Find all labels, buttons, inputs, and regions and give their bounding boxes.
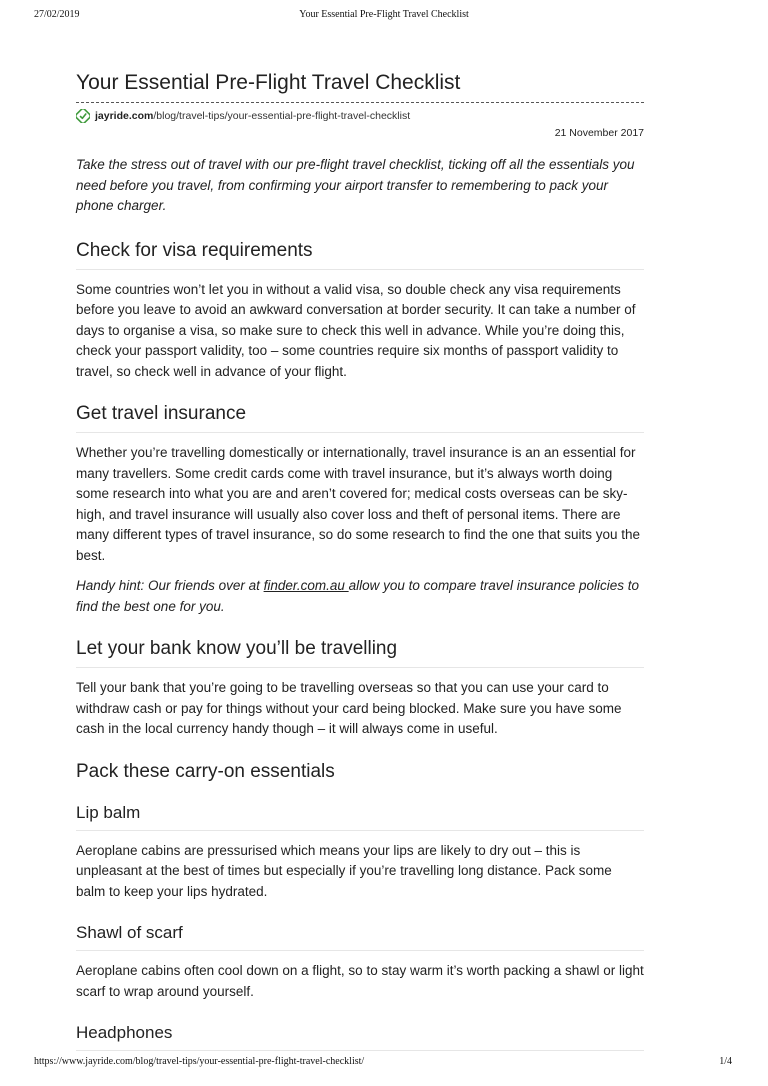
paragraph-bank: Tell your bank that you’re going to be travelling overseas so that you can use your card to withdraw cash or pay for things without your card being blocked. Make sure you have some cash in the local currency handy though – it will always come in useful. (76, 680, 622, 736)
page-title: Your Essential Pre-Flight Travel Checklist (76, 71, 461, 94)
section-shawl (76, 922, 644, 1002)
heading-divider (76, 950, 644, 951)
heading-divider (76, 1050, 644, 1051)
heading-divider (76, 667, 644, 668)
source-domain[interactable]: jayride.com (95, 110, 154, 122)
print-date: 27/02/2019 (34, 9, 80, 20)
print-header (0, 9, 768, 23)
heading-bank: Let your bank know you’ll be travelling (76, 638, 398, 659)
hint-text-after: allow you to compare travel insurance policies to find the best one for you. (76, 578, 640, 614)
paragraph-shawl: Aeroplane cabins often cool down on a flight, so to stay warm it’s worth packing a shawl or light scarf to wrap around yourself. (76, 963, 644, 999)
source-path[interactable]: /blog/travel-tips/your-essential-pre-flight-travel-checklist (153, 110, 411, 122)
section-insurance (76, 402, 644, 617)
title-divider (76, 102, 644, 103)
heading-visa: Check for visa requirements (76, 239, 313, 261)
article (76, 70, 644, 1051)
paragraph-lip-balm: Aeroplane cabins are pressurised which means your lips are likely to dry out – this is unpleasant at the best of times but especially if you’re travelling long distance. Pack some balm to keep your lips hydrated. (76, 842, 612, 899)
heading-insurance: Get travel insurance (76, 403, 247, 424)
print-title: Your Essential Pre-Flight Travel Checklist (299, 9, 469, 20)
heading-shawl: Shawl of scarf (76, 923, 183, 942)
heading-lip-balm: Lip balm (76, 802, 141, 822)
paragraph-visa: Some countries won’t let you in without a valid visa, so double check any visa requirements before you leave to avoid an awkward conversation at border security. It can take a number of days to organise a visa, so make sure to check this well in advance. While you’re doing this, check your passport validity, too – some countries require six months of passport validity to travel, so check well in advance of your flight. (76, 281, 636, 379)
hint-text-before: Handy hint: Our friends over at (76, 578, 264, 593)
source-line (76, 107, 644, 125)
section-lip-balm (76, 802, 644, 903)
section-visa (76, 239, 644, 383)
print-url: https://www.jayride.com/blog/travel-tips/your-essential-pre-flight-travel-checklist/ (34, 1056, 365, 1067)
section-headphones (76, 1022, 644, 1051)
heading-headphones: Headphones (76, 1023, 173, 1042)
heading-divider (76, 830, 644, 831)
section-bank (76, 637, 644, 740)
heading-divider (76, 269, 644, 270)
jayride-logo-icon (76, 109, 90, 123)
publish-date: 21 November 2017 (554, 127, 644, 139)
handy-hint (76, 576, 644, 617)
heading-carry-on: Pack these carry-on essentials (76, 760, 335, 782)
paragraph-insurance: Whether you’re travelling domestically or internationally, travel insurance is an an essential for many travellers. Some credit cards come with travel insurance, but it’s always worth doing some research into what you are and aren’t covered for; medical costs overseas can be sky-high, and travel insurance will usually also cover loss and theft of personal items. There are many different types of travel insurance, so do some research to find the one that suits you the best. (76, 445, 641, 563)
finder-link[interactable]: finder.com.au (263, 578, 349, 593)
section-carry-on (76, 760, 644, 784)
heading-divider (76, 432, 644, 433)
print-footer (0, 1056, 768, 1070)
intro-paragraph: Take the stress out of travel with our pre-flight travel checklist, ticking off all the essentials you need before you travel, from confirming your airport transfer to remembering to pack your phone charger. (76, 157, 635, 213)
print-page-number: 1/4 (719, 1056, 732, 1067)
